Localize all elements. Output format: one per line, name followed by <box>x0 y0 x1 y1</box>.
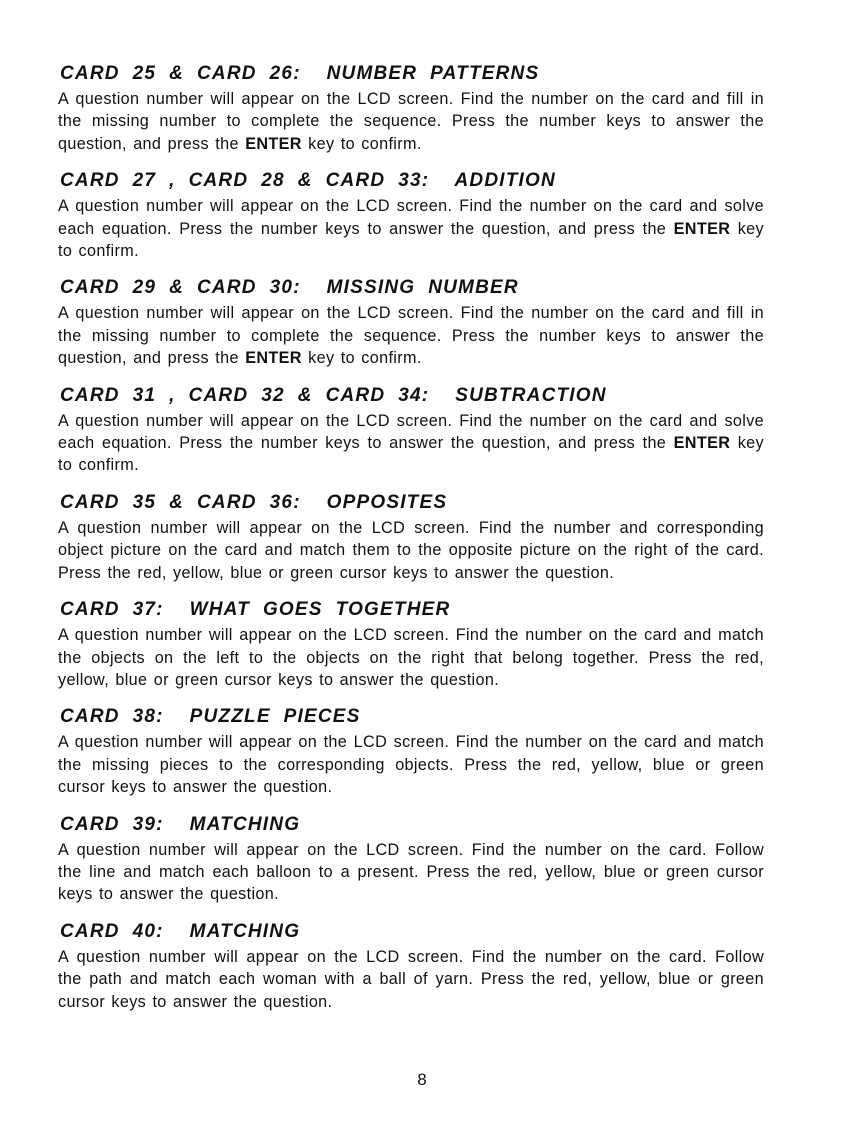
body-text-run: key to confirm. <box>301 349 422 368</box>
body-text-run: A question number will appear on the LCD screen. Find the number on the card and fill in the missing number to complete the sequence. Press the number keys to answer the question, and press the <box>58 304 764 368</box>
section-heading: CARD 39: MATCHING <box>60 813 301 835</box>
body-text-run: A question number will appear on the LCD screen. Find the number on the card and fill in the missing number to complete the sequence. Press the number keys to answer the question, and press the <box>58 90 764 153</box>
section-card-25-26 <box>58 62 764 155</box>
section-body <box>58 88 764 155</box>
section-card-40 <box>58 920 764 1013</box>
body-text-run: A question number will appear on the LCD screen. Find the number on the card and solve each equation. Press the number keys to answer the question, and press the <box>58 411 764 453</box>
section-heading: CARD 25 & CARD 26: NUMBER PATTERNS <box>60 63 540 84</box>
enter-key-label: ENTER <box>673 434 731 453</box>
body-text-run: A question number will appear on the LCD screen. Find the number on the card. Follow the line and match each balloon to a present. Press the red, yellow, blue or green cursor keys to answer the question. <box>58 840 764 904</box>
page-number: 8 <box>417 1070 427 1089</box>
section-card-29-30 <box>58 276 764 369</box>
body-text-run: key to confirm. <box>58 219 764 261</box>
body-text-run: A question number will appear on the LCD screen. Find the number and corresponding object picture on the card and match them to the opposite picture on the right of the card. Press the red, yellow, blue or green cursor keys to answer the question. <box>58 518 764 582</box>
body-text-run: A question number will appear on the LCD screen. Find the number on the card and match the objects on the left to the objects on the right that belong together. Press the red, yellow, blue or green cursor keys to answer the question. <box>58 626 764 689</box>
body-text-run: key to confirm. <box>301 134 422 153</box>
section-body <box>58 195 764 262</box>
section-heading: CARD 38: PUZZLE PIECES <box>60 706 361 728</box>
section-body <box>58 302 764 369</box>
section-heading: CARD 31 , CARD 32 & CARD 34: SUBTRACTION <box>60 384 607 406</box>
enter-key-label: ENTER <box>245 349 302 368</box>
section-body <box>58 946 764 1013</box>
section-body <box>58 839 764 906</box>
section-body <box>58 731 764 798</box>
enter-key-label: ENTER <box>673 219 731 238</box>
enter-key-label: ENTER <box>245 134 302 153</box>
section-card-27-28-33 <box>58 169 764 262</box>
manual-page <box>58 62 764 1027</box>
section-card-31-32-34 <box>58 384 764 477</box>
section-body <box>58 624 764 691</box>
body-text-run: A question number will appear on the LCD screen. Find the number on the card. Follow the path and match each woman with a ball of yarn. Press the red, yellow, blue or green cursor keys to answer the question. <box>58 947 764 1011</box>
section-body <box>58 410 764 477</box>
section-card-35-36 <box>58 491 764 584</box>
section-heading: CARD 40: MATCHING <box>60 920 301 942</box>
section-heading: CARD 37: WHAT GOES TOGETHER <box>60 599 451 621</box>
section-card-38 <box>58 705 764 798</box>
section-heading: CARD 35 & CARD 36: OPPOSITES <box>60 491 448 513</box>
section-card-37 <box>58 598 764 691</box>
section-heading: CARD 29 & CARD 30: MISSING NUMBER <box>60 277 519 299</box>
body-text-run: A question number will appear on the LCD screen. Find the number on the card and solve each equation. Press the number keys to answer the question, and press the <box>58 197 764 238</box>
body-text-run: A question number will appear on the LCD screen. Find the number on the card and match the missing pieces to the corresponding objects. Press the red, yellow, blue or green cursor keys to answer the question. <box>58 733 764 797</box>
body-text-run: key to confirm. <box>58 434 764 475</box>
section-body <box>58 517 764 584</box>
section-heading: CARD 27 , CARD 28 & CARD 33: ADDITION <box>60 170 556 192</box>
section-card-39 <box>58 813 764 906</box>
